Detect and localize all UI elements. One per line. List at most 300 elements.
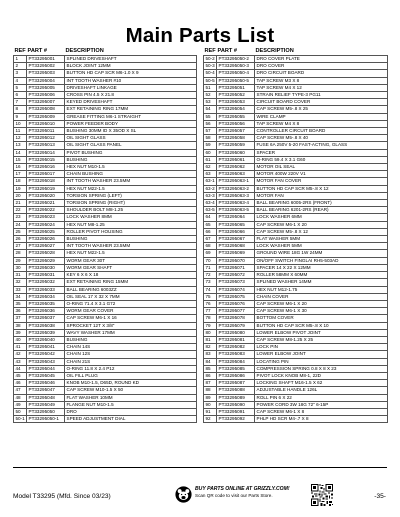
- ref-number: 12: [14, 135, 27, 142]
- part-description: TAP SCREW M4 X 8: [255, 120, 388, 127]
- part-number: PT33295075: [217, 293, 255, 300]
- part-number: PT33295083: [217, 351, 255, 358]
- part-number: PT33295076: [217, 300, 255, 307]
- parts-row: [14, 207, 197, 214]
- parts-row: [204, 336, 388, 343]
- part-description: SPLINED WASHER 14MM: [255, 279, 388, 286]
- part-number: PT33295031: [27, 272, 65, 279]
- part-description: TORSION SPRING (LEFT): [65, 192, 197, 199]
- part-number: PT33295026: [27, 236, 65, 243]
- part-description: TAP SCREW M4 X 12: [255, 84, 388, 91]
- ref-number: 65: [204, 221, 217, 228]
- part-description: BUSHING 30MM ID X 35OD X SL: [65, 128, 197, 135]
- part-description: BLOCK JOINT 12MM: [65, 63, 197, 70]
- part-description: PIVOT BUSHING: [65, 149, 197, 156]
- ref-number: 68: [204, 243, 217, 250]
- ref-number: 25: [14, 228, 27, 235]
- part-number: PT33295079: [217, 322, 255, 329]
- part-description: LOCK WASHER 5MM: [255, 243, 388, 250]
- part-number: PT33295065: [217, 221, 255, 228]
- parts-row: [204, 120, 388, 127]
- parts-row: [14, 416, 197, 423]
- part-number: PT33295050-3: [217, 63, 255, 70]
- part-description: LOWER ELBOW JOINT: [255, 351, 388, 358]
- part-description: LOCATING PIN: [255, 358, 388, 365]
- ref-number: 56: [204, 120, 217, 127]
- parts-row: [14, 315, 197, 322]
- ref-number: 32: [14, 279, 27, 286]
- ref-number: 34: [14, 293, 27, 300]
- parts-row: [204, 264, 388, 271]
- part-number: PT33295063: [217, 171, 255, 178]
- part-description: O-RING 11.8 X 2.4 P12: [65, 365, 197, 372]
- part-description: BOTTOM COVER: [255, 315, 388, 322]
- parts-row: [14, 344, 197, 351]
- parts-row: [14, 84, 197, 91]
- ref-number: 48: [14, 394, 27, 401]
- ref-number: 50-1: [15, 416, 25, 422]
- part-description: HEX NUT M10-1.5: [65, 164, 197, 171]
- table-header-row: [204, 48, 388, 56]
- ref-number: 62: [204, 164, 217, 171]
- part-description: CROSS PIN 4.5 X 21.8: [65, 92, 197, 99]
- part-number: PT33295080: [217, 329, 255, 336]
- part-number: PT33295011: [27, 128, 65, 135]
- part-number: PT33295056: [217, 120, 255, 127]
- parts-row: [204, 322, 388, 329]
- model-label: Model T33295 (Mfd. Since 03/23): [13, 493, 111, 500]
- part-number: PT33295063-4: [217, 200, 255, 207]
- part-number: PT33295019: [27, 185, 65, 192]
- part-description: SPEED ADJUSTMENT DIAL: [65, 416, 197, 423]
- part-number: PT33295087: [217, 380, 255, 387]
- ref-number: 21: [14, 200, 27, 207]
- part-number: PT33295061: [217, 156, 255, 163]
- parts-row: [14, 70, 197, 77]
- part-description: OIL FILL PLUG: [65, 372, 197, 379]
- part-description: WORM GEAR 30T: [65, 257, 197, 264]
- ref-number: 18: [14, 178, 27, 185]
- part-number: PT33295053: [217, 99, 255, 106]
- parts-row: [14, 106, 197, 113]
- parts-row: [14, 329, 197, 336]
- ref-number: 28: [14, 250, 27, 257]
- parts-row: [14, 113, 197, 120]
- part-description: BALL BEARING 6201-2RS (REAR): [255, 207, 388, 214]
- promo-subtext: Scan QR code to visit our Parts Store.: [195, 493, 273, 498]
- ref-column-header: REF: [14, 48, 26, 54]
- parts-row: [204, 416, 388, 423]
- parts-row: [204, 185, 388, 192]
- part-number: PT33295051: [217, 84, 255, 91]
- ref-number: 11: [14, 128, 27, 135]
- part-number: PT33295035: [27, 300, 65, 307]
- part-number: PT33295092: [217, 416, 255, 423]
- part-number: PT33295070: [217, 257, 255, 264]
- ref-number: 8: [14, 106, 27, 113]
- part-number: PT33295003: [27, 70, 65, 77]
- part-description: HEX NUT M12-1.75: [255, 286, 388, 293]
- part-number: PT33295015: [27, 156, 65, 163]
- part-description: CONTROLLER CIRCUIT BOARD: [255, 128, 388, 135]
- parts-row: [14, 92, 197, 99]
- parts-row: [204, 214, 388, 221]
- part-number: PT33295081: [217, 336, 255, 343]
- part-description: FUSE 6A 250V 5-20 FAST-ACTING, GLASS: [255, 142, 388, 149]
- part-description: CAP SCREW M6-1 X 30: [255, 308, 388, 315]
- part-description: CHAIN COVER: [255, 293, 388, 300]
- part-number: PT33295024: [27, 221, 65, 228]
- part-description: PHLP HD SCR M4-.7 X 8: [255, 416, 388, 423]
- part-number: PT33295041: [27, 344, 65, 351]
- parts-row: [14, 164, 197, 171]
- parts-row: [204, 315, 388, 322]
- part-number: PT33295066: [217, 228, 255, 235]
- ref-number: 50-4: [205, 70, 215, 76]
- part-number: PT33295002: [27, 63, 65, 70]
- part-number: PT33295078: [217, 315, 255, 322]
- parts-row: [14, 308, 197, 315]
- part-number: PT33295044: [27, 365, 65, 372]
- ref-number: 17: [14, 171, 27, 178]
- ref-number: 85: [204, 365, 217, 372]
- part-number: PT33295090: [217, 401, 255, 408]
- part-description: TORSION SPRING (RIGHT): [65, 200, 197, 207]
- part-description: LOCK WASHER 8MM: [65, 214, 197, 221]
- ref-number: 24: [14, 221, 27, 228]
- ref-number: 78: [204, 315, 217, 322]
- ref-number: 37: [14, 315, 27, 322]
- parts-row: [14, 336, 197, 343]
- ref-number: 84: [204, 358, 217, 365]
- parts-row: [14, 300, 197, 307]
- ref-number: 55: [204, 113, 217, 120]
- part-description: DRO COVER PLATE: [255, 56, 388, 63]
- part-number: PT33295021: [27, 200, 65, 207]
- ref-number: 9: [14, 113, 27, 120]
- parts-row: [14, 279, 197, 286]
- part-number: PT33295001: [27, 56, 65, 63]
- part-description: O-RING 71.4 X 3.1 G72: [65, 300, 197, 307]
- part-description: CIRCUIT BOARD COVER: [255, 99, 388, 106]
- parts-row: [14, 351, 197, 358]
- parts-row: [204, 372, 388, 379]
- part-number: PT33295063-3: [217, 192, 255, 199]
- part-description: ROLLER 58MM X 60MM: [255, 272, 388, 279]
- ref-number: 53: [204, 99, 217, 106]
- part-number: PT33295040: [27, 336, 65, 343]
- part-description: SPACER: [255, 149, 388, 156]
- part-number: PT33295050-1: [27, 416, 65, 423]
- ref-number: 91: [204, 408, 217, 415]
- part-description: CAP SCREW M5-.8 X 12: [255, 228, 388, 235]
- parts-row: [204, 192, 388, 199]
- part-number: PT33295085: [217, 365, 255, 372]
- parts-row: [14, 264, 197, 271]
- parts-row: [14, 293, 197, 300]
- part-description: KNOB M10-1.5, D65D, ROUND KD: [65, 380, 197, 387]
- part-number: PT33295036: [27, 308, 65, 315]
- part-description: CAP SCREW M8-1.25 X 25: [255, 336, 388, 343]
- part-description: CAP SCREW M5-.8 X 40: [255, 135, 388, 142]
- ref-number: 86: [204, 372, 217, 379]
- ref-number: 1: [14, 56, 27, 63]
- part-description: LOCKING SHAFT M16-1.5 X 62: [255, 380, 388, 387]
- part-description: BUTTON HD CAP SCR M5-.8 X 10: [255, 322, 388, 329]
- part-description: OIL SIGHT GLASS PANEL: [65, 142, 197, 149]
- ref-number: 52: [204, 92, 217, 99]
- ref-number: 60: [204, 149, 217, 156]
- ref-number: 30: [14, 264, 27, 271]
- part-number: PT33295082: [217, 344, 255, 351]
- part-description: INT TOOTH WASHER #10: [65, 77, 197, 84]
- ref-number: 2: [14, 63, 27, 70]
- ref-number: 13: [14, 142, 27, 149]
- parts-row: [204, 272, 388, 279]
- part-description: LOCK WASHER 6MM: [255, 214, 388, 221]
- part-number: PT33295059: [217, 142, 255, 149]
- part-number: PT33295004: [27, 77, 65, 84]
- ref-number: 23: [14, 214, 27, 221]
- part-description: HEX NUT M22-1.5: [65, 250, 197, 257]
- part-description: CHAIN 21S: [65, 358, 197, 365]
- ref-number: 31: [14, 272, 27, 279]
- part-number: PT33295050-5: [217, 77, 255, 84]
- parts-row: [204, 70, 388, 77]
- part-number: PT33295033: [27, 286, 65, 293]
- part-number: PT33295088: [217, 387, 255, 394]
- part-description: STRAIN RELIEF TYPE-3 PG11: [255, 92, 388, 99]
- ref-number: 63-4: [205, 200, 215, 206]
- part-number: PT33295071: [217, 264, 255, 271]
- parts-row: [14, 120, 197, 127]
- part-number: PT33295054: [217, 106, 255, 113]
- parts-row: [204, 84, 388, 91]
- part-description: POWER CORD 3W 18G 72" 6-15P: [255, 401, 388, 408]
- part-description: INT TOOTH WASHER 23.5MM: [65, 243, 197, 250]
- parts-row: [14, 99, 197, 106]
- part-description: SPLINED DRIVESHAFT: [65, 56, 197, 63]
- parts-row: [14, 372, 197, 379]
- parts-row: [204, 106, 388, 113]
- parts-row: [204, 200, 388, 207]
- part-description: CHAIN BUSHING: [65, 171, 197, 178]
- part-number: PT33295020: [27, 192, 65, 199]
- ref-number: 51: [204, 84, 217, 91]
- parts-row: [14, 401, 197, 408]
- parts-row: [204, 171, 388, 178]
- part-description: WAVY WASHER 17MM: [65, 329, 197, 336]
- part-description: CAP SCREW M6-1 X 20: [255, 300, 388, 307]
- part-description: DRO CIRCUIT BOARD: [255, 70, 388, 77]
- parts-row: [204, 56, 388, 63]
- part-number: PT33295013: [27, 142, 65, 149]
- parts-row: [204, 228, 388, 235]
- part-description: CHAIN 12S: [65, 351, 197, 358]
- part-number: PT33295010: [27, 120, 65, 127]
- part-description: CHAIN 14S: [65, 344, 197, 351]
- part-number: PT33295058: [217, 135, 255, 142]
- ref-number: 63-5: [205, 207, 215, 213]
- parts-row: [14, 394, 197, 401]
- part-number: PT33295027: [27, 243, 65, 250]
- parts-table-right: [203, 48, 388, 423]
- ref-number: 92: [204, 416, 217, 423]
- parts-row: [204, 257, 388, 264]
- part-number: PT33295047: [27, 387, 65, 394]
- part-number: PT33295045: [27, 372, 65, 379]
- description-column-header: DESCRIPTION: [65, 48, 104, 54]
- part-description: DRO: [65, 408, 197, 415]
- part-description: POWER FEEDER BODY: [65, 120, 197, 127]
- part-description: OIL SEAL 17 X 32 X 7MM: [65, 293, 197, 300]
- ref-number: 74: [204, 286, 217, 293]
- ref-number: 29: [14, 257, 27, 264]
- parts-row: [14, 358, 197, 365]
- parts-row: [204, 128, 388, 135]
- page-number: -35-: [374, 493, 386, 500]
- ref-number: 63-3: [205, 192, 215, 198]
- ref-number: 27: [14, 243, 27, 250]
- qr-code-icon[interactable]: [311, 484, 333, 506]
- part-number: PT33295063-5: [217, 207, 255, 214]
- part-number: PT33295043: [27, 358, 65, 365]
- part-number: PT33295039: [27, 329, 65, 336]
- parts-row: [14, 77, 197, 84]
- ref-number: 75: [204, 293, 217, 300]
- part-description: ON/OFF SWITCH FINGLAI RH5-503AD: [255, 257, 388, 264]
- ref-number: 73: [204, 279, 217, 286]
- parts-row: [204, 156, 388, 163]
- parts-row: [14, 63, 197, 70]
- part-description: CAP SCREW M6-1 X 20: [255, 221, 388, 228]
- ref-number: 83: [204, 351, 217, 358]
- part-number: PT33295014: [27, 149, 65, 156]
- parts-row: [204, 243, 388, 250]
- part-number: PT33295064: [217, 214, 255, 221]
- ref-number: 58: [204, 135, 217, 142]
- parts-row: [204, 77, 388, 84]
- parts-row: [14, 171, 197, 178]
- part-description: SPROCKET 12T X 3/8": [65, 322, 197, 329]
- part-column-header: PART #: [217, 48, 237, 54]
- part-number: PT33295048: [27, 394, 65, 401]
- parts-row: [14, 365, 197, 372]
- parts-row: [14, 135, 197, 142]
- parts-row: [204, 293, 388, 300]
- ref-number: 71: [204, 264, 217, 271]
- part-number: PT33295055: [217, 113, 255, 120]
- part-number: PT33295012: [27, 135, 65, 142]
- parts-row: [204, 401, 388, 408]
- ref-number: 67: [204, 236, 217, 243]
- ref-number: 50-2: [205, 56, 215, 61]
- part-number: PT33295072: [217, 272, 255, 279]
- part-number: PT33295008: [27, 106, 65, 113]
- ref-number: 88: [204, 387, 217, 394]
- part-description: COMPRESSION SPRING 0.8 X 8 X 23: [255, 365, 388, 372]
- part-number: PT33295050-2: [217, 56, 255, 63]
- parts-row: [14, 56, 197, 63]
- parts-row: [14, 387, 197, 394]
- ref-number: 43: [14, 358, 27, 365]
- part-description: FLAT WASHER 10MM: [65, 394, 197, 401]
- parts-row: [204, 344, 388, 351]
- parts-row: [14, 214, 197, 221]
- ref-number: 76: [204, 300, 217, 307]
- ref-number: 50-5: [205, 77, 215, 83]
- part-number: PT33295069: [217, 250, 255, 257]
- part-number: PT33295074: [217, 286, 255, 293]
- parts-row: [14, 142, 197, 149]
- part-description: HEX NUT M22-1.5: [65, 185, 197, 192]
- ref-number: 47: [14, 387, 27, 394]
- part-number: PT33295037: [27, 315, 65, 322]
- part-number: PT33295086: [217, 372, 255, 379]
- ref-number: 54: [204, 106, 217, 113]
- part-description: FLAT WASHER 5MM: [255, 236, 388, 243]
- part-description: SHOULDER BOLT M8-1.25: [65, 207, 197, 214]
- part-number: PT33295050-4: [217, 70, 255, 77]
- part-description: CAP SCREW M6-1 X 16: [65, 315, 197, 322]
- part-number: PT33295057: [217, 128, 255, 135]
- part-number: PT33295028: [27, 250, 65, 257]
- ref-number: 39: [14, 329, 27, 336]
- ref-number: 63-1: [205, 178, 215, 184]
- ref-number: 81: [204, 336, 217, 343]
- part-description: ADJUSTABLE HANDLE 126L: [255, 387, 388, 394]
- part-description: BUSHING: [65, 336, 197, 343]
- parts-row: [204, 380, 388, 387]
- ref-number: 38: [14, 322, 27, 329]
- part-description: CAP SCREW M5-.8 X 25: [255, 106, 388, 113]
- part-number: PT33295052: [217, 92, 255, 99]
- ref-number: 72: [204, 272, 217, 279]
- ref-number: 44: [14, 365, 27, 372]
- parts-row: [14, 128, 197, 135]
- part-description: BUTTON HD CAP SCR M6-1.0 X 9: [65, 70, 197, 77]
- ref-number: 6: [14, 92, 27, 99]
- ref-number: 87: [204, 380, 217, 387]
- part-description: MOTOR 400W 220V V1: [255, 171, 388, 178]
- part-number: PT33295017: [27, 171, 65, 178]
- parts-row: [204, 221, 388, 228]
- parts-row: [204, 99, 388, 106]
- ref-number: 22: [14, 207, 27, 214]
- ref-number: 5: [14, 84, 27, 91]
- part-number: PT33295060: [217, 149, 255, 156]
- part-number: PT33295063-1: [217, 178, 255, 185]
- ref-number: 33: [14, 286, 27, 293]
- part-description: WIRE CLAMP: [255, 113, 388, 120]
- part-description: PIVOT LOCK KNOB M8-1, 22D: [255, 372, 388, 379]
- parts-row: [14, 156, 197, 163]
- page-title: Main Parts List: [125, 24, 275, 47]
- part-number: PT33295049: [27, 401, 65, 408]
- part-number: PT33295007: [27, 99, 65, 106]
- part-number: PT33295067: [217, 236, 255, 243]
- part-number: PT33295022: [27, 207, 65, 214]
- parts-row: [204, 279, 388, 286]
- ref-number: 80: [204, 329, 217, 336]
- parts-row: [14, 380, 197, 387]
- parts-row: [14, 286, 197, 293]
- ref-number: 70: [204, 257, 217, 264]
- buy-parts-online-promo: [195, 486, 307, 505]
- part-description: BALL BEARING 6005-2RS (FRONT): [255, 200, 388, 207]
- part-description: DRIVESHAFT LINKAGE: [65, 84, 197, 91]
- parts-row: [14, 149, 197, 156]
